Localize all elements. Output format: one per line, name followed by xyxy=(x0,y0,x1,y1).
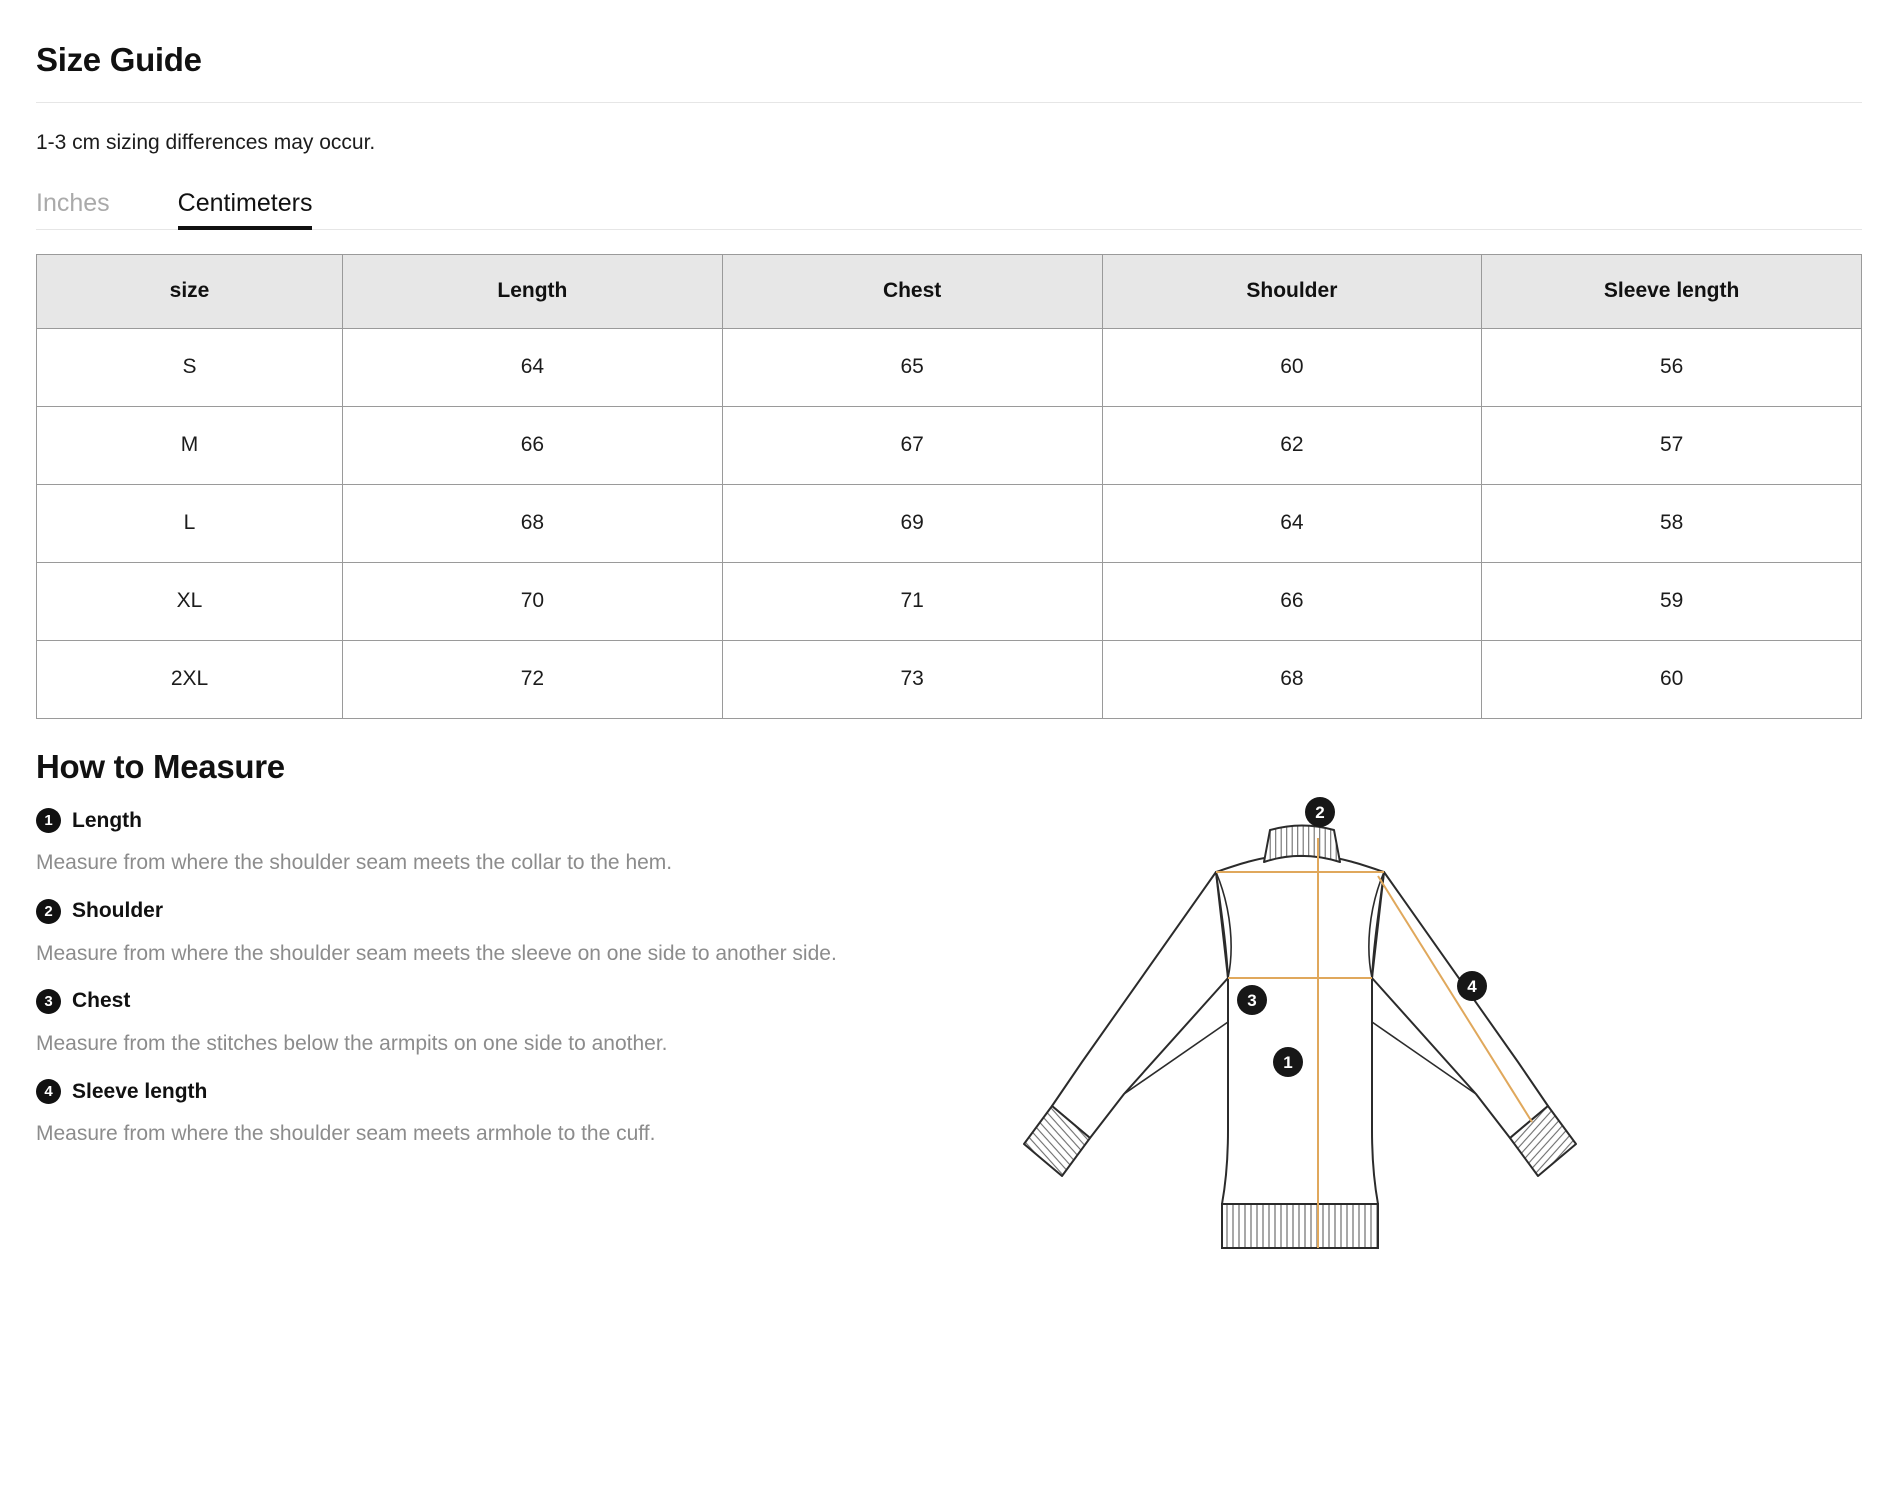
measure-item-label: Length xyxy=(72,808,142,832)
table-row xyxy=(37,562,1862,640)
col-header-chest: Chest xyxy=(722,254,1102,328)
measure-item-description: Measure from the stitches below the armpits on one side to another. xyxy=(36,1031,668,1055)
marker-1-label: 1 xyxy=(1283,1053,1293,1072)
cell-chest: 65 xyxy=(722,328,1102,406)
cell-shoulder: 68 xyxy=(1102,640,1482,718)
table-header-row xyxy=(37,254,1862,328)
tab-inches[interactable]: Inches xyxy=(36,191,110,229)
cell-length: 66 xyxy=(343,406,723,484)
col-header-size: size xyxy=(37,254,343,328)
cell-chest: 67 xyxy=(722,406,1102,484)
col-header-length: Length xyxy=(343,254,723,328)
cell-size: XL xyxy=(37,562,343,640)
measure-item-label: Sleeve length xyxy=(72,1079,208,1103)
marker-4-label: 4 xyxy=(1467,977,1477,996)
marker-3-label: 3 xyxy=(1247,991,1257,1010)
measure-item-heading xyxy=(36,1079,1036,1104)
measure-item-description: Measure from where the shoulder seam meets armhole to the cuff. xyxy=(36,1122,656,1146)
col-header-shoulder: Shoulder xyxy=(1102,254,1482,328)
cell-sleeve-length: 60 xyxy=(1482,640,1862,718)
table-row xyxy=(37,328,1862,406)
cell-sleeve-length: 58 xyxy=(1482,484,1862,562)
cell-shoulder: 62 xyxy=(1102,406,1482,484)
cell-shoulder: 60 xyxy=(1102,328,1482,406)
body-shape xyxy=(1216,856,1384,1204)
marker-1 xyxy=(1273,1047,1303,1077)
cell-length: 64 xyxy=(343,328,723,406)
how-to-measure-title: How to Measure xyxy=(36,747,285,785)
measure-item-description: Measure from where the shoulder seam meets the collar to the hem. xyxy=(36,851,673,875)
measure-item-heading xyxy=(36,808,1036,833)
table-row xyxy=(37,406,1862,484)
measure-item-chest xyxy=(36,989,1036,1057)
size-table xyxy=(36,254,1862,719)
cell-chest: 69 xyxy=(722,484,1102,562)
cell-chest: 71 xyxy=(722,562,1102,640)
collar-ribbing xyxy=(1264,826,1340,863)
marker-2 xyxy=(1305,797,1335,827)
measure-item-length xyxy=(36,808,1036,876)
cell-shoulder: 66 xyxy=(1102,562,1482,640)
measure-item-sleeve-length xyxy=(36,1079,1036,1147)
right-sleeve-shape xyxy=(1372,872,1548,1138)
cell-sleeve-length: 59 xyxy=(1482,562,1862,640)
measure-item-description: Measure from where the shoulder seam meets the sleeve on one side to another side. xyxy=(36,941,837,965)
page-title: Size Guide xyxy=(36,41,202,78)
title-divider xyxy=(36,102,1862,103)
cell-size: L xyxy=(37,484,343,562)
garment-svg xyxy=(1020,800,1580,1420)
number-badge-4-icon: 4 xyxy=(36,1079,61,1104)
marker-4 xyxy=(1457,971,1487,1001)
measure-item-shoulder xyxy=(36,899,1036,967)
measure-item-heading xyxy=(36,989,1036,1014)
cell-size: S xyxy=(37,328,343,406)
garment-diagram xyxy=(1020,800,1580,1420)
cell-sleeve-length: 56 xyxy=(1482,328,1862,406)
marker-2-label: 2 xyxy=(1315,803,1325,822)
cell-length: 72 xyxy=(343,640,723,718)
table-row xyxy=(37,484,1862,562)
cell-chest: 73 xyxy=(722,640,1102,718)
how-to-measure-list xyxy=(36,808,1036,1147)
cell-length: 70 xyxy=(343,562,723,640)
measure-item-heading xyxy=(36,899,1036,924)
measure-item-label: Chest xyxy=(72,989,131,1013)
sizing-note: 1-3 cm sizing differences may occur. xyxy=(36,130,376,154)
number-badge-2-icon: 2 xyxy=(36,899,61,924)
marker-3 xyxy=(1237,985,1267,1015)
number-badge-1-icon: 1 xyxy=(36,808,61,833)
cell-size: M xyxy=(37,406,343,484)
number-badge-3-icon: 3 xyxy=(36,989,61,1014)
table-row xyxy=(37,640,1862,718)
cell-sleeve-length: 57 xyxy=(1482,406,1862,484)
left-sleeve-shape xyxy=(1052,872,1228,1138)
cell-size: 2XL xyxy=(37,640,343,718)
col-header-sleeve-length: Sleeve length xyxy=(1482,254,1862,328)
hem-ribbing xyxy=(1222,1204,1378,1248)
cell-length: 68 xyxy=(343,484,723,562)
cell-shoulder: 64 xyxy=(1102,484,1482,562)
unit-tabs xyxy=(36,174,1862,230)
measure-item-label: Shoulder xyxy=(72,899,164,923)
tab-centimeters[interactable]: Centimeters xyxy=(178,191,313,229)
